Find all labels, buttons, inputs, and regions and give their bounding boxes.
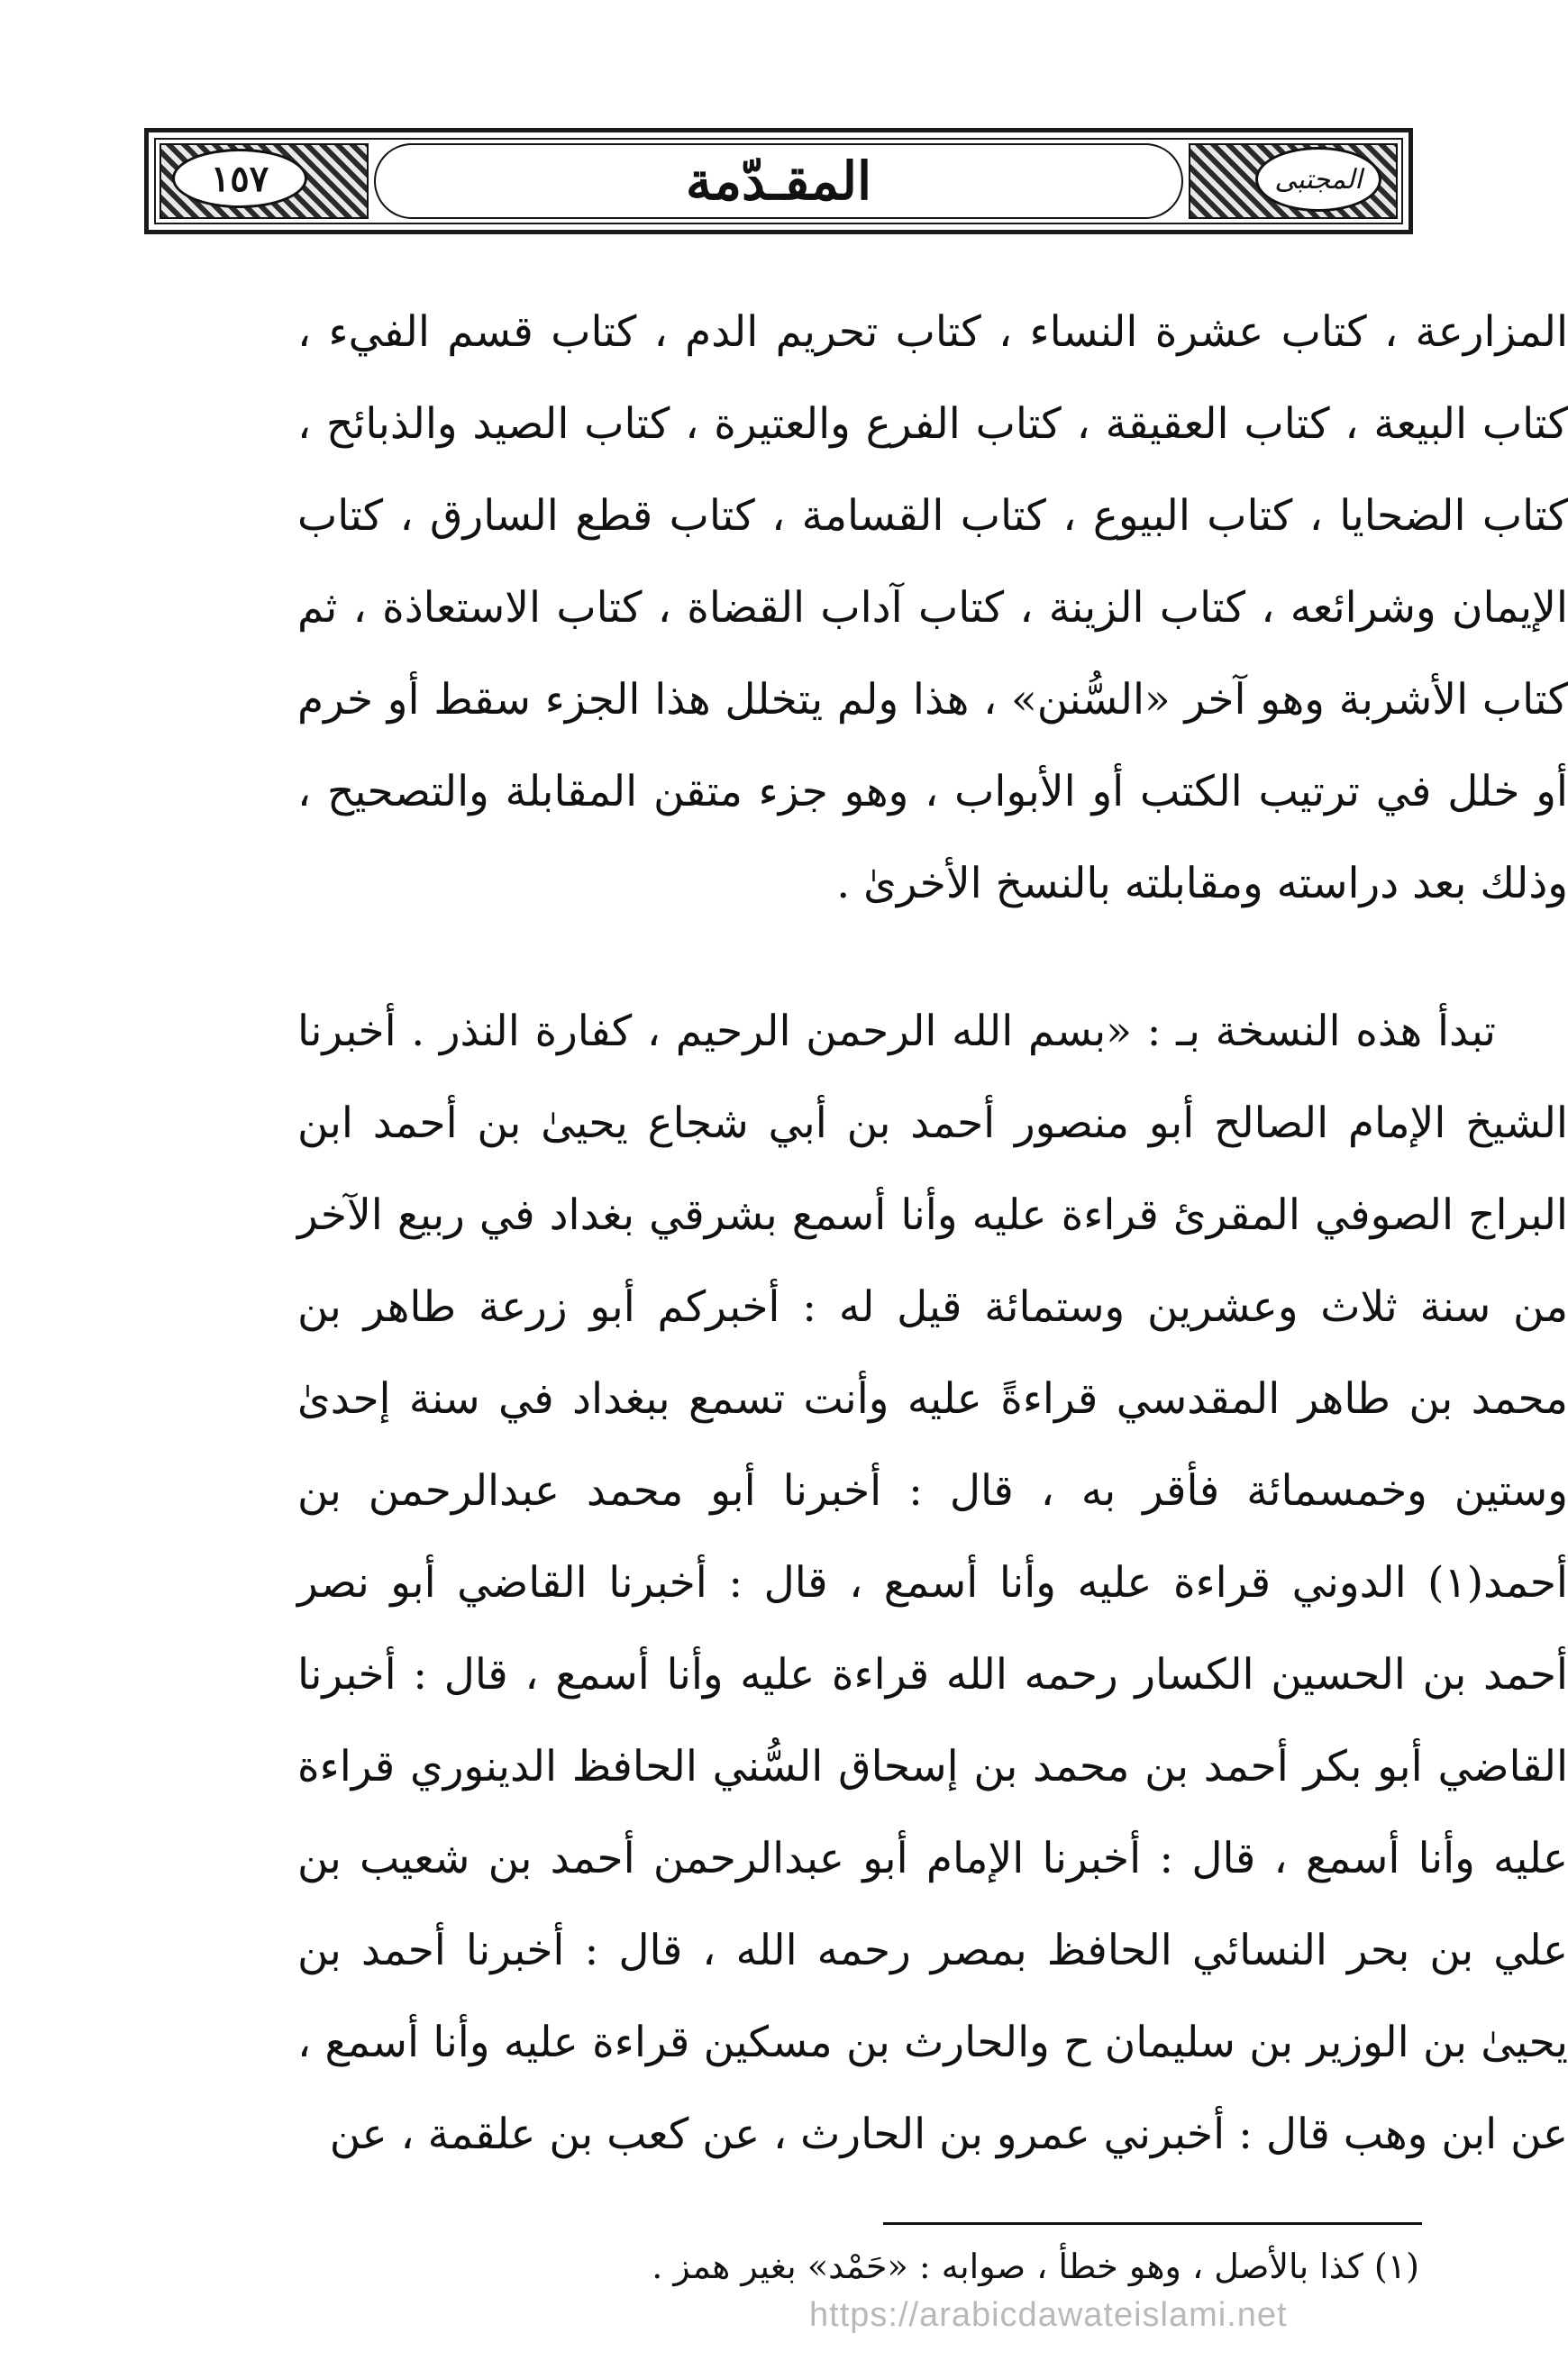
body-paragraph-1: المزارعة ، كتاب عشرة النساء ، كتاب تحريم الدم ، كتاب قسم الفيء ، كتاب البيعة ، كتاب العقيقة ، كتاب الفرع والعتيرة ، كتاب الصيد والذبائح ، كتاب الضحايا ، كتاب البيوع ، كتاب القسامة ، كتاب قطع السارق ، كتاب الإيمان وشرائعه ، كتاب الزينة ، كتاب آداب القضاة ، كتاب الاستعاذة ، ثم كتاب الأشربة وهو آخر «السُّنن» ، هذا ولم يتخلل هذا الجزء سقط أو خرم أو خلل في ترتيب الكتب أو الأبواب ، وهو جزء متقن المقابلة والتصحيح ، وذلك بعد دراسته ومقابلته بالنسخ الأخرىٰ . [297, 307, 1568, 908]
page-header [144, 128, 1413, 234]
page-title: المقـدّمة [685, 150, 872, 212]
body-paragraph-2: تبدأ هذه النسخة بـ : «بسم الله الرحمن الرحيم ، كفارة النذر . أخبرنا الشيخ الإمام الصالح أبو منصور أحمد بن أبي شجاع يحيىٰ بن أحمد ابن البراج الصوفي المقرئ قراءة عليه وأنا أسمع بشرقي بغداد في ربيع الآخر من سنة ثلاث وعشرين وستمائة قيل له : أخبركم أبو زرعة طاهر بن محمد بن طاهر المقدسي قراءةً عليه وأنت تسمع ببغداد في سنة إحدىٰ وستين وخمسمائة فأقر به ، قال : أخبرنا أبو محمد عبدالرحمن بن أحمد(١) الدوني قراءة عليه وأنا أسمع ، قال : أخبرنا القاضي أبو نصر أحمد بن الحسين الكسار رحمه الله قراءة عليه وأنا أسمع ، قال : أخبرنا القاضي أبو بكر أحمد بن محمد بن إسحاق السُّني الحافظ الدينوري قراءة عليه وأنا أسمع ، قال : أخبرنا الإمام أبو عبدالرحمن أحمد بن شعيب بن علي بن بحر النسائي الحافظ بمصر رحمه الله ، قال : أخبرنا أحمد بن يحيىٰ بن الوزير بن سليمان ح والحارث بن مسكين قراءة عليه وأنا أسمع ، عن ابن وهب قال : أخبرني عمرو بن الحارث ، عن كعب بن علقمة ، عن [297, 1007, 1568, 2159]
watermark-url: https://arabicdawateislami.net [809, 2296, 1288, 2334]
footnote: (١) كذا بالأصل ، وهو خطأ ، صوابه : «حَمْد» بغير همز . [652, 2247, 1419, 2286]
book-emblem-logo [1255, 147, 1381, 212]
page-number: ١٥٧ [210, 157, 269, 200]
footnote-divider [883, 2222, 1422, 2225]
page-number-badge [172, 149, 307, 208]
header-title-box [374, 143, 1183, 219]
book-emblem-text: المجتبى [1274, 163, 1363, 196]
